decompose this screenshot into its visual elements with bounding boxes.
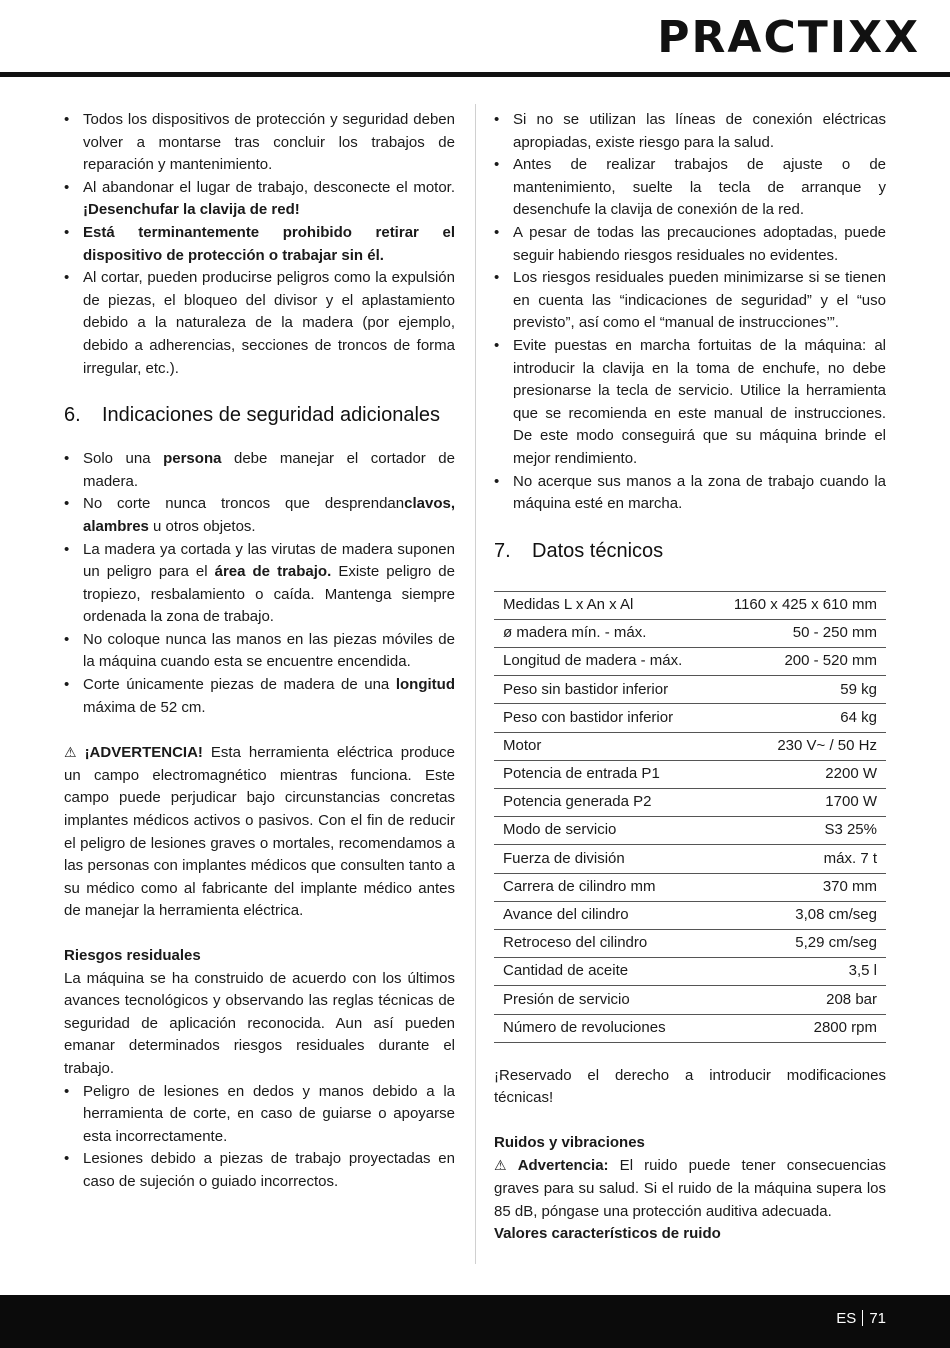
spec-label: Potencia generada P2 xyxy=(494,789,710,817)
spec-value: 2200 W xyxy=(710,760,886,788)
spec-value: S3 25% xyxy=(710,817,886,845)
section-title: Indicaciones de seguridad adicionales xyxy=(102,404,441,427)
spec-label: Medidas L x An x Al xyxy=(494,591,710,619)
separator xyxy=(862,1310,863,1326)
spec-value: 50 - 250 mm xyxy=(710,619,886,647)
table-row xyxy=(494,732,886,760)
spec-value: 1160 x 425 x 610 mm xyxy=(710,591,886,619)
emf-warning: ⚠ ¡ADVERTENCIA! Esta herramienta eléctrica produce un campo electromagnético mientras funciona. Este campo puede perjudicar bajo circunstancias concretas implantes médicos activos o pasivos. Con el fin de reducir el peligro de lesiones graves o mortales, recomendamos a las personas con implantes médicos que consulten tanto a su médico como al fabricante del implante médico antes de manejar la herramienta eléctrica. xyxy=(64,741,455,923)
spec-label: Presión de servicio xyxy=(494,986,710,1014)
spec-label: Modo de servicio xyxy=(494,817,710,845)
spec-label: Carrera de cilindro mm xyxy=(494,873,710,901)
warning-label: ¡ADVERTENCIA! xyxy=(84,744,203,762)
list-item: • No corte nunca troncos que desprendanclavos, alambres u otros objetos. xyxy=(64,493,455,538)
spec-label: Número de revoluciones xyxy=(494,1014,710,1042)
spec-label: Fuerza de división xyxy=(494,845,710,873)
spec-label: Retroceso del cilindro xyxy=(494,929,710,957)
warning-label: Advertencia: xyxy=(517,1157,609,1175)
table-row xyxy=(494,591,886,619)
list-item: • La madera ya cortada y las virutas de madera suponen un peligro para el área de trabajo. Existe peligro de tropiezo, resbalamiento o caída. Mantenga siempre ordenada la zona de trabajo. xyxy=(64,539,455,629)
page-num: 71 xyxy=(869,1310,886,1327)
noise-values-heading: Valores característicos de ruido xyxy=(494,1225,721,1243)
table-row xyxy=(494,760,886,788)
table-row xyxy=(494,958,886,986)
list-item: • Todos los dispositivos de protección y seguridad deben volver a montarse tras concluir los trabajos de reparación y mantenimiento. xyxy=(64,109,455,177)
spec-label: ø madera mín. - máx. xyxy=(494,619,710,647)
list-item: • Evite puestas en marcha fortuitas de la máquina: al introducir la clavija en la toma de enchufe, no debe presionarse la tecla de servicio. Utilice la herramienta que se recomienda en este manual de instrucciones. De este modo conseguirá que su máquina brinde el mejor rendimiento. xyxy=(494,335,886,471)
spec-label: Potencia de entrada P1 xyxy=(494,760,710,788)
section-7-heading xyxy=(494,540,886,563)
table-row xyxy=(494,817,886,845)
modification-notice: ¡Reservado el derecho a introducir modificaciones técnicas! xyxy=(494,1066,886,1107)
list-item: • Si no se utilizan las líneas de conexión eléctricas apropiadas, existe riesgo para la salud. xyxy=(494,109,886,154)
spec-value: máx. 7 t xyxy=(710,845,886,873)
safety-list-top xyxy=(64,109,455,380)
table-row xyxy=(494,986,886,1014)
list-item: • A pesar de todas las precauciones adoptadas, puede seguir habiendo riesgos residuales no evidentes. xyxy=(494,222,886,267)
residual-risks-list xyxy=(64,1081,455,1194)
section-number: 6. xyxy=(64,404,81,427)
list-item: • Al cortar, pueden producirse peligros como la expulsión de piezas, el bloqueo del divisor y el aplastamiento debido a la naturaleza de la madera (por ejemplo, debido a adherencias, secciones de troncos de forma irregular, etc.). xyxy=(64,267,455,380)
language-code: ES xyxy=(836,1310,857,1327)
spec-value: 370 mm xyxy=(710,873,886,901)
spec-value: 208 bar xyxy=(710,986,886,1014)
table-row xyxy=(494,619,886,647)
residual-risks-intro: La máquina se ha construido de acuerdo con los últimos avances tecnológicos y observando las reglas técnicas de seguridad de aplicación reconocida. Aun así pueden emanar determinados riesgos residuales durante el trabajo. xyxy=(64,969,455,1077)
list-item: • Los riesgos residuales pueden minimizarse si se tienen en cuenta las “indicaciones de seguridad” y el “uso previsto”, así como el “manual de instrucciones’”. xyxy=(494,267,886,335)
spec-value: 1700 W xyxy=(710,789,886,817)
column-divider xyxy=(475,104,476,1264)
spec-label: Cantidad de aceite xyxy=(494,958,710,986)
list-item: • Solo una persona debe manejar el cortador de madera. xyxy=(64,448,455,493)
section-6-heading xyxy=(64,404,455,427)
spec-value: 3,5 l xyxy=(710,958,886,986)
spec-value: 2800 rpm xyxy=(710,1014,886,1042)
page-number xyxy=(836,1310,886,1327)
spec-label: Peso con bastidor inferior xyxy=(494,704,710,732)
spec-value: 200 - 520 mm xyxy=(710,648,886,676)
table-row xyxy=(494,704,886,732)
list-item: • Corte únicamente piezas de madera de una longitud máxima de 52 cm. xyxy=(64,674,455,719)
right-column xyxy=(494,109,886,1246)
spec-value: 59 kg xyxy=(710,676,886,704)
list-item: • Lesiones debido a piezas de trabajo proyectadas en caso de sujeción o guiado incorrectos. xyxy=(64,1148,455,1193)
list-item: • Al abandonar el lugar de trabajo, desconecte el motor. ¡Desenchufar la clavija de red! xyxy=(64,177,455,222)
noise-warning: ⚠ Advertencia: El ruido puede tener consecuencias graves para su salud. Si el ruido de la máquina supera los 85 dB, póngase una protección auditiva adecuada. xyxy=(494,1154,886,1223)
list-item: • Antes de realizar trabajos de ajuste o de mantenimiento, suelte la tecla de arranque y desenchufe la clavija de conexión de la red. xyxy=(494,154,886,222)
table-row xyxy=(494,873,886,901)
warning-triangle-icon: ⚠ xyxy=(494,1157,507,1174)
spec-value: 3,08 cm/seg xyxy=(710,901,886,929)
spec-value: 230 V~ / 50 Hz xyxy=(710,732,886,760)
table-row xyxy=(494,648,886,676)
section-title: Datos técnicos xyxy=(532,539,664,562)
safety-list-continued xyxy=(494,109,886,516)
warning-triangle-icon: ⚠ xyxy=(64,744,77,761)
table-row xyxy=(494,929,886,957)
table-row xyxy=(494,1014,886,1042)
additional-safety-list xyxy=(64,448,455,719)
spec-value: 5,29 cm/seg xyxy=(710,929,886,957)
brand-logo: PRACTIXX xyxy=(657,12,920,63)
spec-label: Motor xyxy=(494,732,710,760)
spec-label: Avance del cilindro xyxy=(494,901,710,929)
spec-value: 64 kg xyxy=(710,704,886,732)
table-row xyxy=(494,789,886,817)
spec-label: Longitud de madera - máx. xyxy=(494,648,710,676)
list-item xyxy=(64,222,455,267)
left-column xyxy=(64,109,455,1194)
section-number: 7. xyxy=(494,539,511,562)
spec-label: Peso sin bastidor inferior xyxy=(494,676,710,704)
list-item: • No acerque sus manos a la zona de trabajo cuando la máquina esté en marcha. xyxy=(494,471,886,516)
table-row xyxy=(494,901,886,929)
technical-data-table xyxy=(494,591,886,1043)
header-rule xyxy=(0,72,950,77)
list-item: • No coloque nunca las manos en las piezas móviles de la máquina cuando esta se encuentre encendida. xyxy=(64,629,455,674)
emphasis: ¡Desenchufar la clavija de red! xyxy=(83,201,300,219)
residual-risks-heading: Riesgos residuales xyxy=(64,947,201,964)
noise-heading: Ruidos y vibraciones xyxy=(494,1133,645,1151)
list-item: • Peligro de lesiones en dedos y manos debido a la herramienta de corte, en caso de guiarse o apoyarse esta incorrectamente. xyxy=(64,1081,455,1149)
emphasis: Está terminantemente prohibido retirar el dispositivo de protección o trabajar sin él. xyxy=(83,223,455,264)
page-footer xyxy=(0,1295,950,1348)
table-row xyxy=(494,676,886,704)
table-row xyxy=(494,845,886,873)
